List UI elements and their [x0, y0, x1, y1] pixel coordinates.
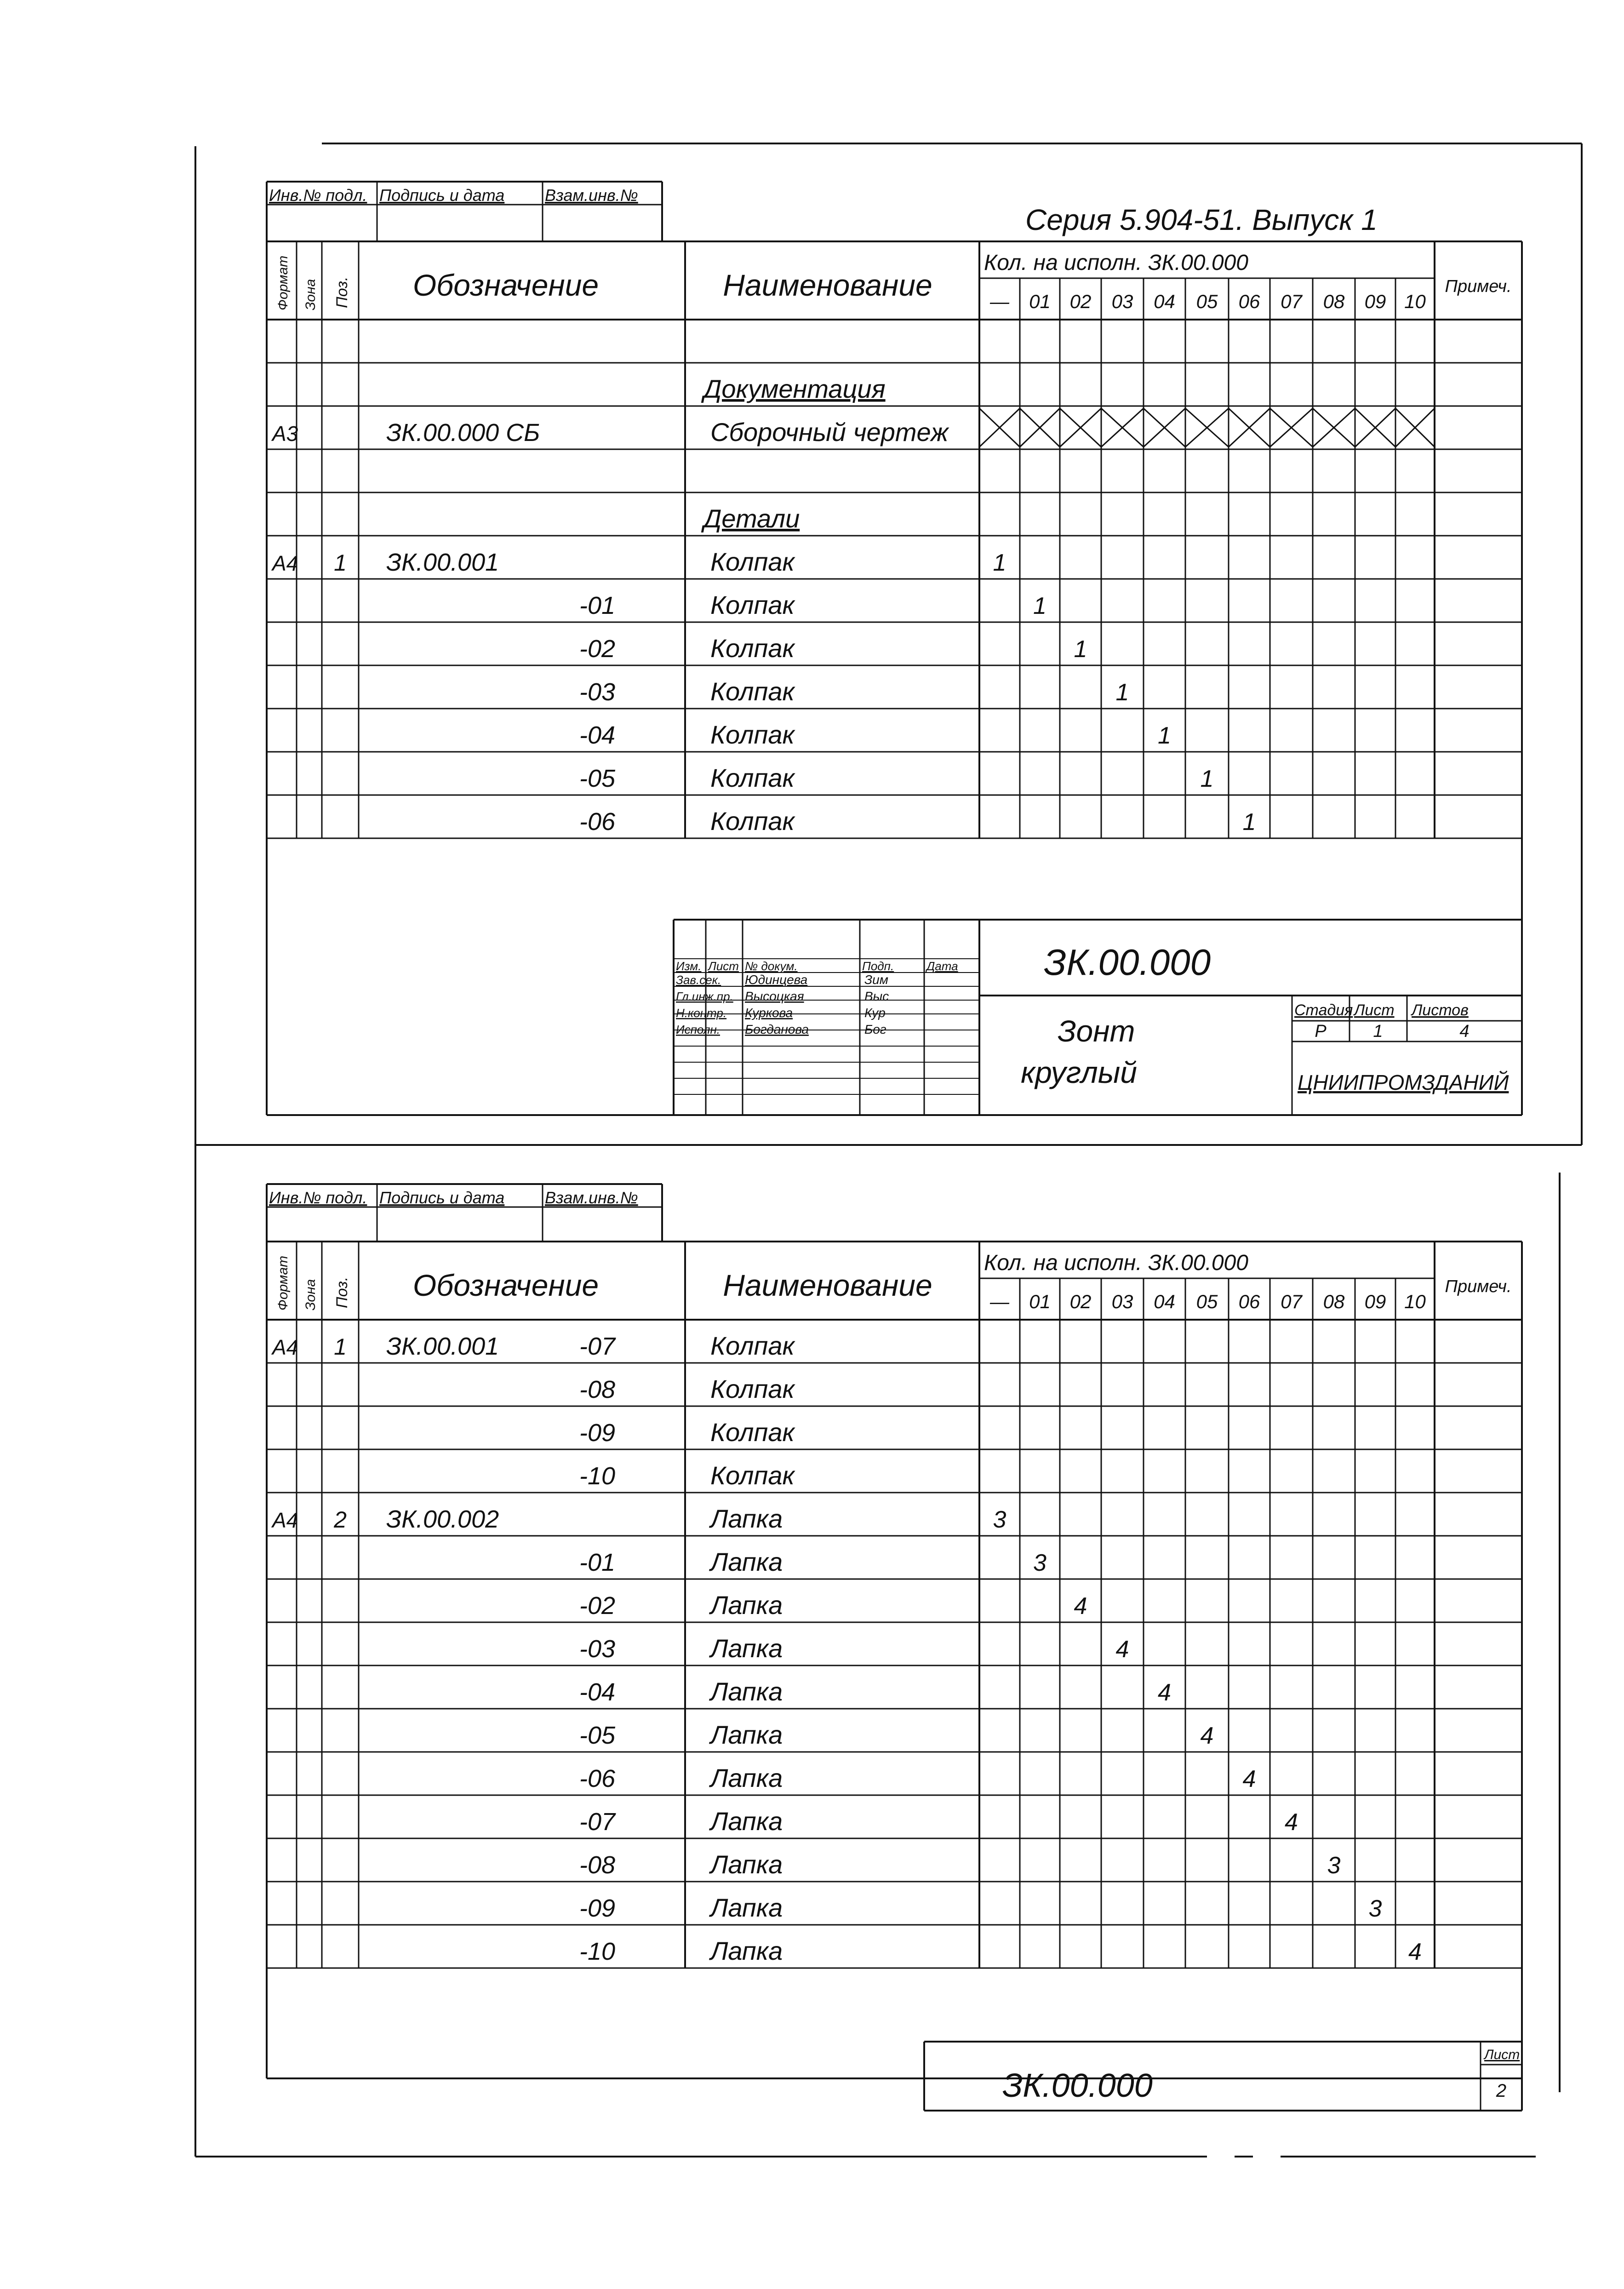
row-naimenovanie: Лапка	[710, 1763, 783, 1792]
list-label: Лист	[1484, 2047, 1520, 2062]
role-name-2: Куркова	[745, 1006, 793, 1020]
row-oboznachenie: -02	[579, 635, 616, 663]
row-naimenovanie: Колпак	[710, 1331, 795, 1360]
row-poz: 1	[334, 1334, 347, 1360]
row-naimenovanie: Сборочный чертеж	[710, 418, 949, 446]
stamp-vzam: Взам.инв.№	[545, 186, 638, 205]
row-naimenovanie: Лапка	[710, 1591, 783, 1619]
list-value: 2	[1496, 2081, 1507, 2101]
header-col-2: 02	[1069, 1291, 1092, 1312]
header-col-10: 10	[1404, 1291, 1426, 1312]
row-naimenovanie: Колпак	[710, 763, 795, 792]
quantity-cell: 3	[1033, 1550, 1046, 1576]
header-zona: Зона	[303, 1279, 318, 1310]
row-format: А4	[272, 551, 298, 575]
row-oboznachenie: ЗК.00.001	[386, 549, 499, 576]
header-kol: Кол. на исполн. ЗК.00.000	[984, 1251, 1248, 1275]
quantity-cell: 1	[1158, 722, 1171, 749]
header-col-1: 01	[1029, 291, 1051, 312]
row-suffix: -10	[579, 1462, 616, 1490]
row-suffix: -09	[579, 1894, 616, 1922]
quantity-cell: 1	[1033, 593, 1046, 619]
row-suffix: -08	[579, 1376, 616, 1403]
organization: ЦНИИПРОМЗДАНИЙ	[1298, 1070, 1509, 1094]
header-col-1: 01	[1029, 1291, 1051, 1312]
row-naimenovanie: Лапка	[710, 1677, 783, 1706]
row-naimenovanie: Лапка	[710, 1893, 783, 1922]
list-value: 1	[1373, 1022, 1383, 1041]
row-naimenovanie: Лапка	[710, 1504, 783, 1533]
quantity-cell: 1	[1115, 679, 1129, 706]
row-naimenovanie: Лапка	[710, 1850, 783, 1879]
stamp-inv-podl: Инв.№ подл.	[269, 186, 367, 205]
row-naimenovanie: Колпак	[710, 590, 795, 619]
listov-value: 4	[1459, 1022, 1470, 1041]
row-naimenovanie: Колпак	[710, 807, 795, 835]
quantity-cell: 1	[1242, 809, 1256, 835]
section-heading: Документация	[703, 374, 886, 403]
row-naimenovanie: Лапка	[710, 1936, 783, 1965]
title-header-0: Изм.	[676, 959, 702, 973]
header-col-9: 09	[1364, 291, 1386, 312]
role-name-3: Богданова	[745, 1022, 809, 1036]
row-suffix: -10	[579, 1938, 616, 1965]
header-col-0: —	[990, 291, 1009, 312]
role-sign-1: Выс	[864, 989, 889, 1003]
row-suffix: -03	[579, 1635, 616, 1663]
header-primech: Примеч.	[1445, 1277, 1512, 1296]
row-naimenovanie: Колпак	[710, 1374, 795, 1403]
header-oboznachenie: Обозначение	[412, 268, 599, 302]
header-zona: Зона	[303, 279, 318, 310]
quantity-cell: 1	[993, 549, 1006, 576]
sheet-2	[267, 1184, 1522, 2111]
row-poz: 2	[334, 1507, 347, 1533]
list-label: Лист	[1354, 1001, 1395, 1019]
title-header-3: Подп.	[862, 959, 894, 973]
role-sign-3: Бог	[864, 1022, 886, 1036]
header-col-4: 04	[1154, 291, 1175, 312]
row-naimenovanie: Лапка	[710, 1547, 783, 1576]
header-col-9: 09	[1364, 1291, 1386, 1312]
row-suffix: -01	[579, 1549, 616, 1576]
role-sign-0: Зим	[864, 973, 888, 987]
header-format: Формат	[275, 1255, 291, 1310]
quantity-cell: 4	[1285, 1809, 1298, 1836]
series-line: Серия 5.904-51. Выпуск 1	[1025, 203, 1378, 236]
role-0: Зав.сек.	[676, 973, 721, 987]
row-format: А4	[272, 1335, 298, 1359]
header-primech: Примеч.	[1445, 277, 1512, 296]
section-heading: Детали	[703, 504, 800, 533]
sheet-1	[267, 182, 1522, 1115]
title-name-line1: Зонт	[1058, 1014, 1135, 1048]
row-poz: 1	[334, 550, 347, 576]
row-suffix: -09	[579, 1419, 616, 1447]
quantity-cell: 3	[1327, 1852, 1341, 1879]
row-oboznachenie: -05	[579, 765, 616, 792]
header-col-6: 06	[1238, 1291, 1260, 1312]
header-col-8: 08	[1323, 1291, 1345, 1312]
quantity-cell: 4	[1115, 1636, 1129, 1663]
row-suffix: -07	[579, 1333, 616, 1360]
title-designation: ЗК.00.000	[1044, 942, 1211, 983]
row-oboznachenie: ЗК.00.002	[386, 1505, 499, 1533]
header-col-6: 06	[1238, 291, 1260, 312]
quantity-cell: 4	[1074, 1593, 1087, 1619]
header-naimenovanie: Наименование	[723, 1268, 932, 1302]
row-naimenovanie: Колпак	[710, 720, 795, 749]
quantity-cell: 1	[1200, 766, 1214, 792]
header-poz: Поз.	[333, 276, 351, 308]
header-col-3: 03	[1111, 291, 1133, 312]
row-suffix: -04	[579, 1678, 616, 1706]
row-oboznachenie: ЗК.00.000 СБ	[386, 419, 540, 446]
role-2: Н.контр.	[676, 1006, 727, 1020]
row-naimenovanie: Колпак	[710, 634, 795, 663]
stadia-label: Стадия	[1294, 1001, 1353, 1019]
header-col-2: 02	[1069, 291, 1092, 312]
stadia-value: Р	[1315, 1022, 1327, 1041]
role-name-0: Юдинцева	[745, 973, 808, 987]
quantity-cell: 3	[1368, 1895, 1382, 1922]
row-oboznachenie: -01	[579, 592, 616, 619]
header-poz: Поз.	[333, 1276, 351, 1308]
role-3: Исполн.	[676, 1023, 720, 1036]
stamp-podpis: Подпись и дата	[379, 1188, 505, 1207]
quantity-cell: 1	[1074, 636, 1087, 663]
header-col-8: 08	[1323, 291, 1345, 312]
row-suffix: -06	[579, 1765, 616, 1792]
quantity-cell: 4	[1200, 1722, 1214, 1749]
title-header-2: № докум.	[745, 959, 798, 973]
row-oboznachenie: ЗК.00.001	[386, 1333, 499, 1360]
row-format: А4	[272, 1508, 298, 1532]
role-sign-2: Кур	[864, 1006, 886, 1020]
title-designation: ЗК.00.000	[1002, 2067, 1153, 2104]
row-suffix: -05	[579, 1722, 616, 1749]
row-naimenovanie: Колпак	[710, 1418, 795, 1447]
row-format: А3	[272, 422, 298, 446]
stamp-inv-podl: Инв.№ подл.	[269, 1188, 367, 1207]
header-oboznachenie: Обозначение	[412, 1268, 599, 1302]
row-suffix: -08	[579, 1851, 616, 1879]
quantity-cell: 3	[993, 1506, 1006, 1533]
row-oboznachenie: -06	[579, 808, 616, 835]
title-name-line2: круглый	[1021, 1055, 1137, 1089]
header-col-5: 05	[1196, 1291, 1218, 1312]
header-col-10: 10	[1404, 291, 1426, 312]
header-col-7: 07	[1281, 1291, 1302, 1312]
stamp-vzam: Взам.инв.№	[545, 1188, 638, 1207]
row-suffix: -02	[579, 1592, 616, 1619]
header-format: Формат	[275, 255, 291, 310]
header-col-3: 03	[1111, 1291, 1133, 1312]
row-oboznachenie: -03	[579, 678, 616, 706]
row-naimenovanie: Колпак	[710, 1461, 795, 1490]
row-naimenovanie: Колпак	[710, 677, 795, 706]
header-col-0: —	[990, 1291, 1009, 1312]
quantity-cell: 4	[1242, 1766, 1256, 1792]
row-naimenovanie: Лапка	[710, 1634, 783, 1663]
title-header-4: Дата	[926, 959, 958, 973]
quantity-cell: 4	[1158, 1679, 1171, 1706]
row-naimenovanie: Лапка	[710, 1720, 783, 1749]
stamp-podpis: Подпись и дата	[379, 186, 505, 205]
row-naimenovanie: Колпак	[710, 547, 795, 576]
row-oboznachenie: -04	[579, 721, 616, 749]
role-name-1: Высоцкая	[745, 989, 804, 1003]
role-1: Гл.инж.пр.	[676, 990, 733, 1003]
row-naimenovanie: Лапка	[710, 1807, 783, 1836]
header-col-5: 05	[1196, 291, 1218, 312]
header-kol: Кол. на исполн. ЗК.00.000	[984, 251, 1248, 275]
header-col-7: 07	[1281, 291, 1302, 312]
row-suffix: -07	[579, 1808, 616, 1836]
header-col-4: 04	[1154, 1291, 1175, 1312]
quantity-cell: 4	[1408, 1939, 1422, 1965]
listov-label: Листов	[1412, 1001, 1469, 1019]
header-naimenovanie: Наименование	[723, 268, 932, 302]
title-header-1: Лист	[708, 959, 739, 973]
